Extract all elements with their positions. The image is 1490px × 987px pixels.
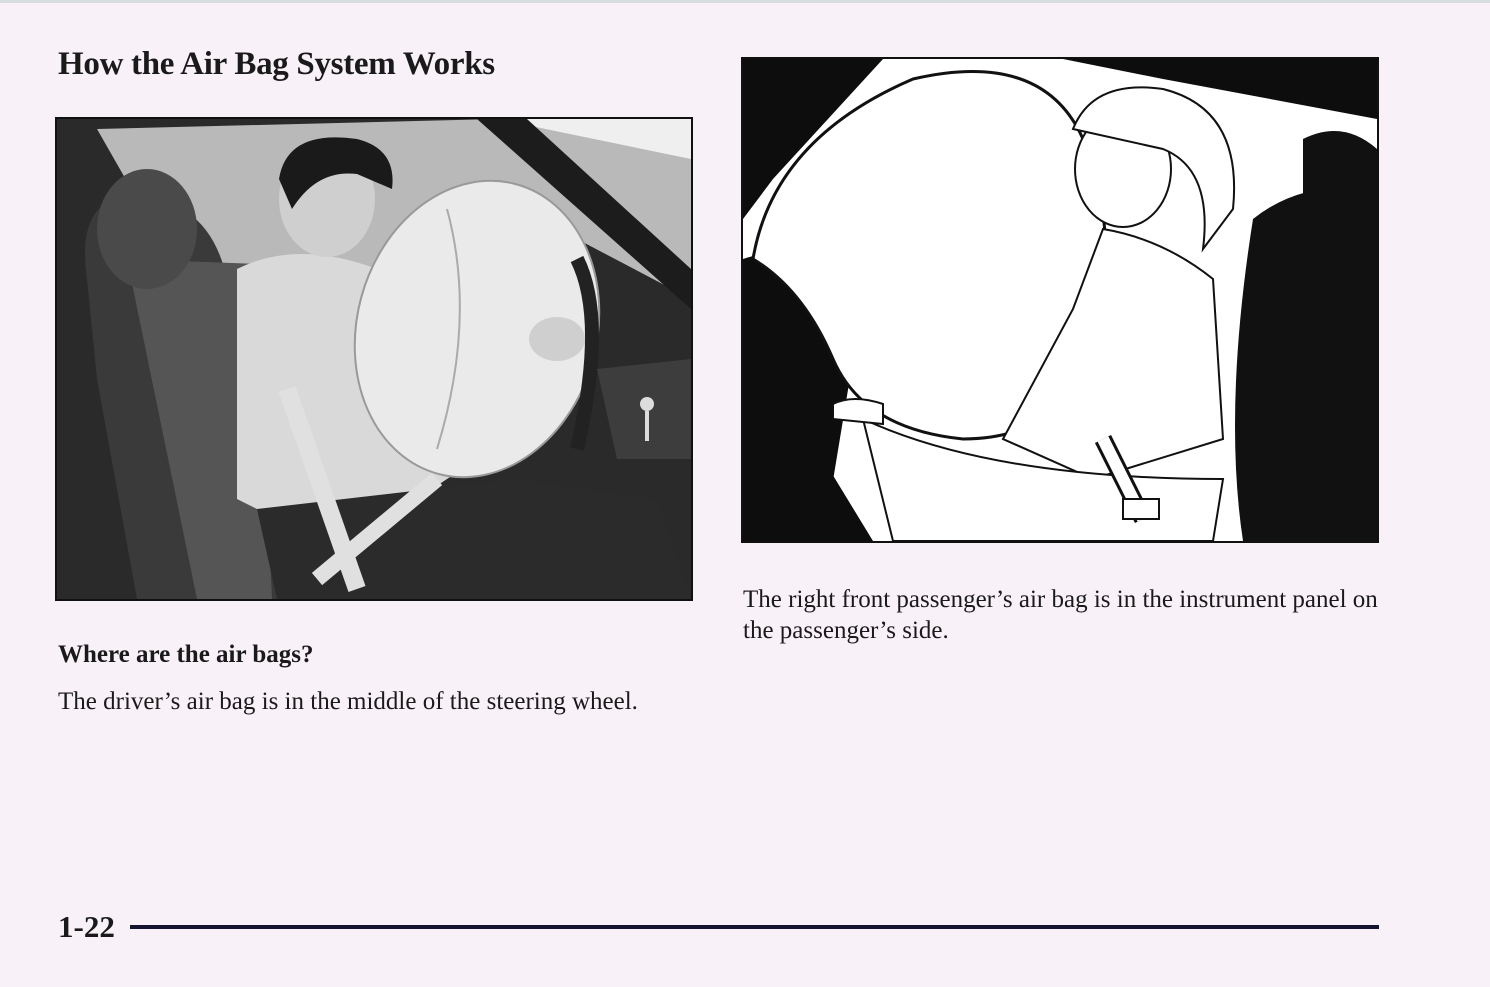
top-rule [0, 0, 1490, 3]
footer-rule [130, 925, 1379, 929]
driver-airbag-illustration [55, 117, 693, 601]
passenger-airbag-text: The right front passenger’s air bag is in the instrument panel on the passenger’s side. [743, 586, 1378, 644]
passenger-airbag-illustration [741, 57, 1379, 543]
driver-airbag-text: The driver’s air bag is in the middle of the steering wheel. [58, 688, 638, 715]
page-title: How the Air Bag System Works [58, 46, 495, 82]
where-are-air-bags-heading: Where are the air bags? [58, 641, 314, 668]
page-number: 1-22 [58, 909, 115, 944]
